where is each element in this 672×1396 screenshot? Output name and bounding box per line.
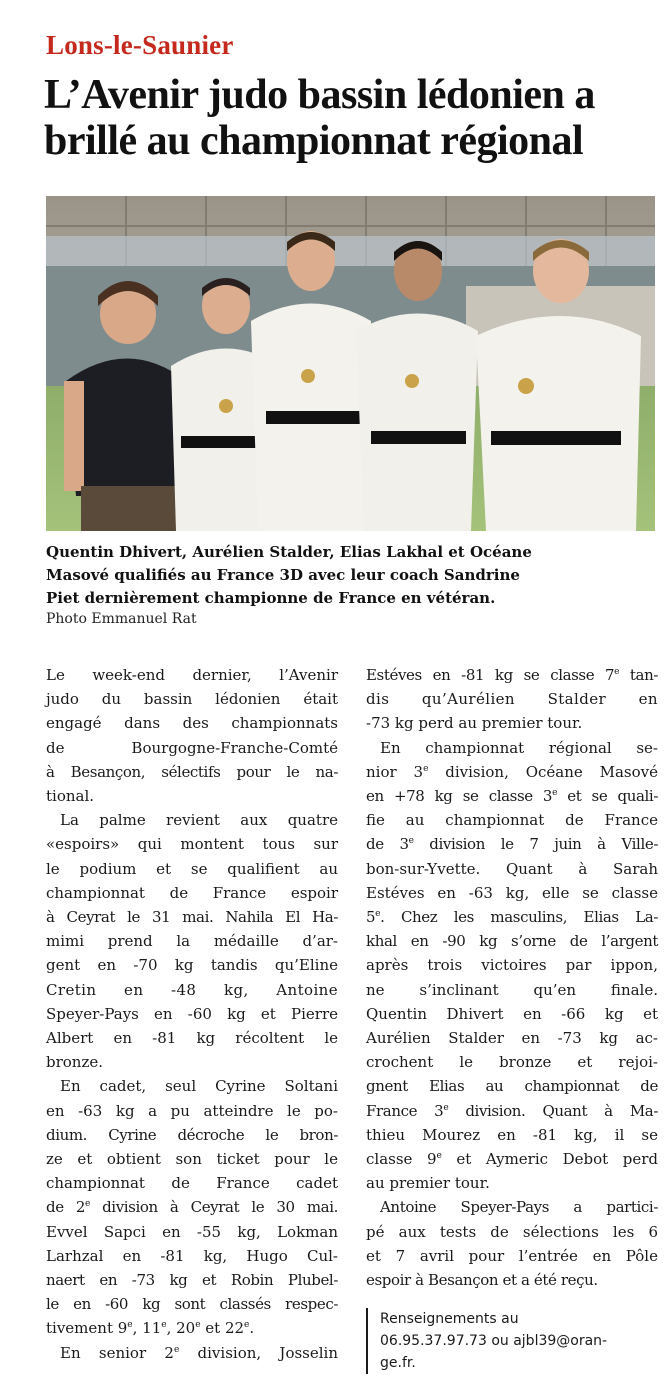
body-line: et 7 avril pour l’entrée en Pôle bbox=[366, 1246, 658, 1265]
body-line: Antoine Speyer-Pays a partici- bbox=[380, 1198, 658, 1217]
body-line: 5e. Chez les masculins, Elias La- bbox=[366, 908, 658, 927]
body-line: bronze. bbox=[46, 1053, 104, 1072]
body-line: de 2e division à Ceyrat le 30 mai. bbox=[46, 1198, 338, 1217]
body-line: dium. Cyrine décroche le bron- bbox=[46, 1125, 338, 1144]
body-line: Quentin Dhivert en -66 kg et bbox=[366, 1004, 658, 1023]
body-line: Cretin en -48 kg, Antoine bbox=[46, 980, 338, 999]
body-line: en -63 kg a pu atteindre le po- bbox=[46, 1101, 338, 1120]
body-line: Estéves en -81 kg se classe 7e tan- bbox=[366, 666, 658, 684]
caption-line: Piet dernièrement championne de France en vétéran. bbox=[46, 589, 496, 607]
body-line: thieu Mourez en -81 kg, il se bbox=[366, 1125, 658, 1144]
body-line: En championnat régional se- bbox=[380, 738, 658, 757]
contact-line: 06.95.37.97.73 ou ajbl39@oran- bbox=[380, 1333, 608, 1349]
body-line: La palme revient aux quatre bbox=[60, 811, 338, 830]
caption-line: Quentin Dhivert, Aurélien Stalder, Elias Lakhal et Océane bbox=[46, 543, 532, 561]
body-line: championnat de France espoir bbox=[46, 883, 338, 902]
body-line: espoir à Besançon et a été reçu. bbox=[366, 1271, 598, 1290]
body-line: à Ceyrat le 31 mai. Nahila El Ha- bbox=[46, 908, 338, 927]
body-line: bon-sur-Yvette. Quant à Sarah bbox=[366, 859, 658, 878]
body-line: tivement 9e, 11e, 20e et 22e. bbox=[46, 1319, 255, 1338]
article-column-left bbox=[46, 663, 338, 1365]
headline-line: L’Avenir judo bassin lédonien a bbox=[44, 72, 595, 118]
body-line: le podium et se qualifient au bbox=[46, 859, 338, 878]
body-line: gnent Elias au championnat de bbox=[366, 1077, 658, 1096]
body-line: classe 9e et Aymeric Debot perd bbox=[366, 1150, 658, 1169]
body-line: France 3e division. Quant à Ma- bbox=[366, 1101, 658, 1120]
body-line: en +78 kg se classe 3e et se quali- bbox=[366, 787, 658, 806]
body-line: gent en -70 kg tandis qu’Eline bbox=[46, 956, 338, 975]
body-line: à Besançon, sélectifs pour le na- bbox=[46, 762, 338, 781]
body-line: nior 3e division, Océane Masové bbox=[366, 762, 658, 781]
photo-caption bbox=[46, 541, 658, 610]
body-line: de 3e division le 7 juin à Ville- bbox=[366, 835, 658, 854]
contact-info bbox=[366, 1308, 672, 1374]
body-line: pé aux tests de sélections les 6 bbox=[366, 1222, 658, 1241]
body-line: le en -60 kg sont classés respec- bbox=[46, 1295, 338, 1314]
body-line: Albert en -81 kg récoltent le bbox=[46, 1029, 338, 1048]
body-line: mimi prend la médaille d’ar- bbox=[46, 932, 338, 951]
body-line: au premier tour. bbox=[366, 1174, 490, 1193]
body-line: Evvel Sapci en -55 kg, Lokman bbox=[46, 1222, 338, 1241]
body-line: fie au championnat de France bbox=[366, 811, 658, 830]
body-line: Aurélien Stalder en -73 kg ac- bbox=[366, 1029, 658, 1048]
headline-line: brillé au championnat régional bbox=[44, 118, 584, 164]
contact-line: ge.fr. bbox=[380, 1355, 416, 1371]
contact-line: Renseignements au bbox=[380, 1311, 519, 1327]
body-line: En senior 2e division, Josselin bbox=[60, 1343, 338, 1362]
body-line: engagé dans des championnats bbox=[46, 714, 338, 733]
article-headline bbox=[44, 72, 664, 164]
body-line: khal en -90 kg s’orne de l’argent bbox=[366, 932, 658, 951]
article-column-right bbox=[366, 663, 658, 1292]
body-line: championnat de France cadet bbox=[46, 1174, 338, 1193]
body-line: naert en -73 kg et Robin Plubel- bbox=[46, 1271, 338, 1290]
article-photo bbox=[46, 196, 655, 531]
body-line: Larhzal en -81 kg, Hugo Cul- bbox=[46, 1246, 338, 1265]
photo-credit: Photo Emmanuel Rat bbox=[46, 611, 197, 627]
body-line: dis qu’Aurélien Stalder en bbox=[366, 690, 658, 709]
body-line: -73 kg perd au premier tour. bbox=[366, 714, 583, 733]
caption-line: Masové qualifiés au France 3D avec leur coach Sandrine bbox=[46, 566, 520, 584]
body-line: de Bourgogne-Franche-Comté bbox=[46, 738, 338, 757]
body-line: ne s’inclinant qu’en finale. bbox=[366, 980, 658, 999]
body-line: Le week-end dernier, l’Avenir bbox=[46, 666, 338, 684]
body-line: judo du bassin lédonien était bbox=[46, 690, 338, 709]
section-kicker: Lons-le-Saunier bbox=[46, 30, 234, 60]
body-line: En cadet, seul Cyrine Soltani bbox=[60, 1077, 338, 1096]
body-line: ze et obtient son ticket pour le bbox=[46, 1150, 338, 1169]
body-line: Speyer-Pays en -60 kg et Pierre bbox=[46, 1004, 338, 1023]
body-line: crochent le bronze et rejoi- bbox=[366, 1053, 658, 1072]
photo-image bbox=[46, 196, 655, 531]
body-line: après trois victoires par ippon, bbox=[366, 956, 658, 975]
body-line: tional. bbox=[46, 787, 95, 806]
body-line: «espoirs» qui montent tous sur bbox=[46, 835, 338, 854]
body-line: Estéves en -63 kg, elle se classe bbox=[366, 883, 658, 902]
